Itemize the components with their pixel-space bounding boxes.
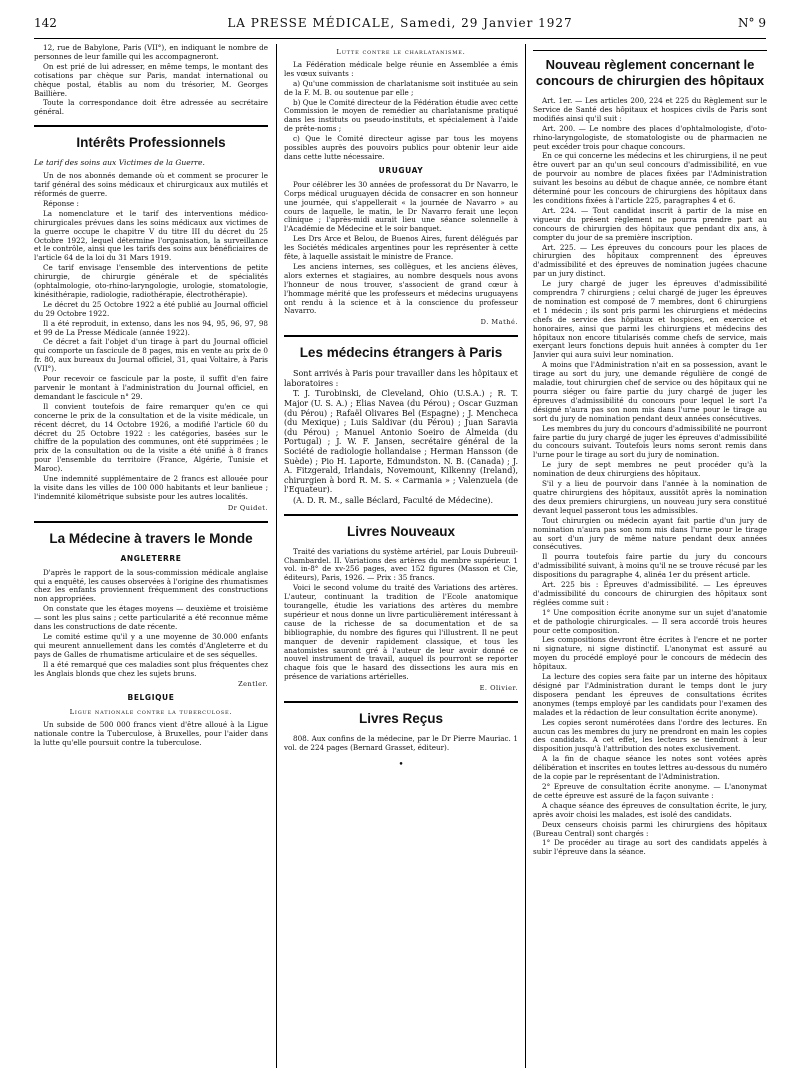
paragraph: Un de nos abonnés demande où et comment se procurer le tarif général des soins médicaux et chirurgicaux aux mutilés et réformés de guerre. [34,171,268,198]
paragraph: T. J. Turobinski, de Cleveland, Ohio (U.S.A.) ; R. T. Major (U. S. A.) ; Elias Navea (du Pérou) ; Oscar Guzman (du Pérou) ; Rafaël Olivares Bel (Espagne) ; J. Mencheca (du Mexique) ; Luis Saldivar (du Pérou) ; Juan Saravia (du Pérou) ; Manuel Antonio Soeiro de Almeida (du Portugal) ; J. W. F. Jansen, secrétaire général de la Société de radiologie hollandaise ; Herman Hansson (de Suède) ; Pio H. Laporte, Edmundston. N. B. (Canada) ; J. A. Fitzgerald, Irlandais, Novemount, Kilkenny (Ireland), chirurgien à bord R. M. S. « Carmania » ; Valenzuela (de l'Equateur). [284,389,518,495]
section-title-medecins-etrangers: Les médecins étrangers à Paris [299,345,503,361]
paragraph: Art. 225. — Les épreuves du concours pour les places de chirurgien des hôpitaux comprennent des épreuves d'admissibilité et des épreuves de nomination jugées chacune par un jury distinct. [533,242,767,279]
section-title-livres-recus: Livres Reçus [358,711,444,727]
paragraph: La Fédération médicale belge réunie en Assemblée a émis les vœux suivants : [284,59,518,78]
section-rule [284,335,518,337]
section-rule [533,50,767,51]
country-heading: ANGLETERRE [120,553,182,563]
issue-number: N° 9 [738,16,766,30]
paragraph: Le jury chargé de juger les épreuves d'admissibilité comprendra 7 chirurgiens ; celui chargé de juger les épreuves de nomination est composé de 7 membres, dont 6 chirurgiens et 1 médecin ; ils sont pris parmi les chirurgiens et médecins chefs de service des hôpitaux et hospices, en exercice et honoraires, ainsi que parmi les chirurgiens et médecins des hôpitaux non encore titularisés comme chefs de service, mais exerçant leurs fonctions depuis huit années à compter du 1er Janvier qui aura suivi leur nomination. [533,279,767,360]
paragraph: 808. Aux confins de la médecine, par le Dr Pierre Mauriac. 1 vol. de 224 pages (Bernard Grasset, éditeur). [284,734,518,752]
signature: Dr Quidet. [227,503,268,512]
section-title-livres-nouveaux: Livres Nouveaux [346,523,456,539]
paragraph: Le jury de sept membres ne peut procéder qu'à la nomination de deux chirurgiens des hôpitaux. [533,460,767,479]
paragraph: Un subside de 500 000 francs vient d'être alloué à la Ligue nationale contre la Tuberculose, à Bruxelles, pour l'aider dans la lutte qu'elle poursuit contre la tuberculose. [34,720,268,747]
paragraph: On constate que les étages moyens — deuxième et troisième — sont les plus sains ; cette particularité a été reconnue même dans les constructions de date récente. [34,604,268,632]
paragraph: c) Que le Comité directeur agisse par tous les moyens possibles auprès des pouvoirs publics pour obtenir leur aide dans cette lutte nécessaire. [284,134,518,161]
paragraph: 1° De procéder au tirage au sort des candidats appelés à subir l'épreuve dans la séance. [533,838,767,857]
country-heading: URUGUAY [378,165,424,175]
paragraph: Il a été remarqué que ces maladies sont plus fréquentes chez les Anglais blonds que chez les sujets bruns. [34,659,268,678]
paragraph: Les copies seront numérotées dans l'ordre des lectures. En aucun cas les membres du jury ne prendront en main les copies des candidats. A cet effet, les lecteurs se tiendront à leur disposition jusqu'à l'attribution des notes exclusivement. [533,717,767,754]
column-divider [276,44,277,1068]
paragraph: 1° Une composition écrite anonyme sur un sujet d'anatomie et de pathologie chirurgicales. — Il sera accordé trois heures pour cette composition. [533,607,767,635]
paragraph: Toute la correspondance doit être adressée au secrétaire général. [34,98,268,117]
journal-title: LA PRESSE MÉDICALE, Samedi, 29 Janvier 1927 [227,16,573,30]
column-right [533,44,767,1068]
paragraph: Les anciens internes, ses collègues, et les anciens élèves, alors externes et stagiaires, au nombre desquels nous avons l'honneur de nous trouver, s'associent de grand cœur à l'hommage mérité que les professeurs et médecins uruguayens ont rendu à la science et à la conscience du professeur Navarro. [284,261,518,316]
sub-heading: Lutte contre le charlatanisme. [336,48,466,56]
paragraph: A moins que l'Administration n'ait en sa possession, avant le tirage au sort du jury, une demande régulière de congé de maladie, tout chirurgien chef de service ou des hôpitaux qui ne pourra siéger ou faire partie du jury chargé de juger les épreuves d'admissibilité du concours pour lequel le sort l'a désigné n'aura pas son nom mis dans l'urne pour le tirage au sort du jury de nomination pendant deux années consécutives. [533,360,767,423]
section-rule [284,701,518,703]
signature: Zentler. [238,680,268,689]
paragraph: Il a été reproduit, in extenso, dans les nos 94, 95, 96, 97, 98 et 99 de La Presse Médicale (année 1922). [34,318,268,337]
paragraph: 2° Epreuve de consultation écrite anonyme. — L'anonymat de cette épreuve est assuré de la façon suivante : [533,781,767,800]
signature: D. Mathé. [480,318,518,327]
paragraph: La lecture des copies sera faite par un interne des hôpitaux désigné par l'Administration durant le temps dont le jury disposera pendant les épreuves de consultations écrites anonymes (temps employé par les candidats pour l'examen des malades et la rédaction de leur consultation écrite anonyme). [533,672,767,717]
paragraph: D'après le rapport de la sous-commission médicale anglaise qui a enquêté, les causes observées à l'origine des rhumatismes chez les enfants proviennent fréquemment des constructions non appropriées. [34,567,268,604]
paragraph: a) Qu'une commission de charlatanisme soit instituée au sein de la F. M. B. ou soutenue par elle ; [284,78,518,97]
paragraph: La nomenclature et le tarif des interventions médico-chirurgicales prévues dans les soins médicaux aux victimes de la guerre occupe le chapitre V du titre III du décret du 25 Octobre 1922, lequel détermine l'organisation, la surveillance et le contrôle, ainsi que les tarifs des soins aux bénéficiaires de l'article 64 de la loi du 31 Mars 1919. [34,208,268,263]
section-rule [34,125,268,127]
sub-heading: Ligue nationale contre la tuberculose. [69,708,233,717]
paragraph: Les membres du jury du concours d'admissibilité ne pourront faire partie du jury chargé de juger les épreuves d'admissibilité du concours suivant. Toutefois leurs noms seront remis dans l'urne pour le tirage au sort du jury de nomination. [533,423,767,460]
paragraph: A chaque séance des épreuves de consultation écrite, le jury, après avoir choisi les malades, est isolé des candidats. [533,800,767,819]
section-subtitle: Le tarif des soins aux Victimes de la Guerre. [34,158,205,168]
paragraph: 12, rue de Babylone, Paris (VII°), en indiquant le nombre de personnes de leur famille qui les accompagneront. [34,44,268,61]
section-rule [284,514,518,516]
paragraph: Art. 1er. — Les articles 200, 224 et 225 du Règlement sur le Service de Santé des hôpitaux et hospices civils de Paris sont modifiés ainsi qu'il suit : [533,96,767,123]
paragraph: Voici le second volume du traité des Variations des artères. L'auteur, continuant la tradition de l'Ecole anatomique tourangelle, étudie les variations des artères du membre supérieur et nous donne un livre particulièrement intéressant à cause de la richesse de sa documentation et de sa bibliographie, du nombre des figures qui l'illustrent. Il ne peut manquer de devenir rapidement classique, et tous les anatomistes sauront gré à l'auteur de leur avoir donné ce nouvel instrument de travail, auquel ils pourront se reporter chaque fois que le hasard des dissections les aura mis en présence de variations artérielles. [284,583,518,682]
paragraph: Art. 225 bis : Épreuves d'admissibilité. — Les épreuves d'admissibilité du concours de chirurgien des hôpitaux sont réglées comme suit : [533,580,767,607]
paragraph: Les compositions devront être écrites à l'encre et ne porter ni signature, ni signe distinctif. L'anonymat est assuré au moyen du procédé employé pour le concours de médecin des hôpitaux. [533,635,767,672]
paragraph: Traité des variations du système artériel, par Louis Dubreuil-Chambardel. II. Variations des artères du membre supérieur. 1 vol. in-8° de xv-256 pages, avec 152 figures (Masson et Cie, éditeurs), Paris, 1926. — Prix : 35 francs. [284,546,518,583]
paragraph: Une indemnité supplémentaire de 2 francs est allouée pour la visite dans les villes de 100 000 habitants et leur banlieue ; l'indemnité kilométrique subsiste pour les autres localités. [34,474,268,501]
paragraph: (A. D. R. M., salle Béclard, Faculté de Médecine). [293,496,494,505]
paragraph: b) Que le Comité directeur de la Fédération étudie avec cette Commission le moyen de remédier au charlatanisme pratiqué dans les instituts ou pseudo-instituts, et spécialement à l'aide de prête-noms ; [284,97,518,134]
paragraph: Tout chirurgien ou médecin ayant fait partie d'un jury de nomination n'aura pas son nom mis dans l'urne pour le tirage au sort d'un jury de même nature pendant deux années consécutives. [533,515,767,552]
bullet-mark: • [398,759,404,770]
paragraph: Le décret du 25 Octobre 1922 a été publié au Journal officiel du 29 Octobre 1922. [34,299,268,318]
paragraph: Ce décret a fait l'objet d'un tirage à part du Journal officiel qui comporte un fascicule de 8 pages, mis en vente au prix de 0 fr. 80, aux bureaux du Journal officiel, 31, quai Voltaire, à Paris (VII°). [34,337,268,374]
paragraph: A la fin de chaque séance les notes sont votées après délibération et inscrites en toutes lettres au-dessous du numéro de la copie par le représentant de l'Administration. [533,754,767,782]
paragraph: Pour célébrer les 30 années de professorat du Dr Navarro, le Corps médical uruguayen décida de consacrer en son honneur une journée, qui s'appellerait « la journée de Navarro » au cours de laquelle, le matin, le Dr Navarro ferait une leçon clinique ; l'après-midi aurait lieu une séance solennelle à l'Académie de Médecine et le soir banquet. [284,179,518,234]
section-rule [34,521,268,523]
section-title-interets: Intérêts Professionnels [76,135,226,151]
paragraph: En ce qui concerne les médecins et les chirurgiens, il ne peut être ouvert par an qu'un seul concours d'admissibilité, en vue de pourvoir au nombre de places fixées par l'Administration suivant les besoins au début de chaque année, ce nombre étant déterminé pour les concours de chirurgiens des hôpitaux dans les conditions fixées à l'article 225, paragraphes 4 et 6. [533,151,767,205]
column-left [34,44,268,1068]
signature: E. Olivier. [479,684,518,693]
country-heading: BELGIQUE [127,693,175,703]
paragraph: Ce tarif envisage l'ensemble des interventions de petite chirurgie, de chirurgie générale et de spécialités (ophtalmologie, oto-rhino-laryngologie, urologie, stomatologie, kinésithérapie, radiologie, radiothérapie, électrothérapie). [34,263,268,299]
column-middle [284,44,518,1068]
paragraph: Pour recevoir ce fascicule par la poste, il suffit d'en faire parvenir le montant à l'administration du Journal officiel, en demandant le fascicule n° 29. [34,374,268,401]
page-number: 142 [34,16,57,30]
paragraph: Art. 200. — Le nombre des places d'ophtalmologiste, d'oto-rhino-laryngologiste, de stomatologiste ou de pharmacien ne peut excéder trois pour chaque concours. [533,123,767,151]
section-title-medecine-monde: La Médecine à travers le Monde [49,530,253,546]
paragraph: Sont arrivés à Paris pour travailler dans les hôpitaux et laboratoires : [284,369,518,388]
paragraph: Le comité estime qu'il y a une moyenne de 30.000 enfants qui meurent annuellement dans les comtés d'Angleterre et du pays de Galles de rhumatisme articulaire et de ses séquelles. [34,631,268,659]
paragraph: Les Drs Arce et Belou, de Buenos Aires, furent délégués par les Sociétés médicales argentines pour les représenter à cette fête, à laquelle assistait le ministre de France. [284,234,518,262]
paragraph: Il pourra toutefois faire partie du jury du concours d'admissibilité suivant, à moins qu'il ne se trouve récusé par les dispositions du paragraphe 4, alinéa 1er du présent article. [533,552,767,580]
column-divider [525,44,526,1068]
paragraph: Réponse : [43,198,79,208]
paragraph: Deux censeurs choisis parmi les chirurgiens des hôpitaux (Bureau Central) sont chargés : [533,819,767,838]
paragraph: On est prié de lui adresser, en même temps, le montant des cotisations par chèque sur Paris, mandat international ou chèque postal, établis au nom du trésorier, M. Georges Baillière. [34,61,268,98]
paragraph: Il convient toutefois de faire remarquer qu'en ce qui concerne le prix de la consultation et de la visite médicale, un récent décret, du 14 Octobre 1926, a modifié l'article 60 du décret du 25 Octobre 1922 : les catégories, basées sur le chiffre de la population des communes, ont été supprimées ; le prix de la consultation ou de la visite a été unifié à 8 francs pour l'ensemble du territoire (France, Algérie, Tunisie et Maroc). [34,401,268,474]
paragraph: Art. 224. — Tout candidat inscrit à partir de la mise en vigueur du présent règlement ne pourra prendre part au concours de chirurgien des hôpitaux que pendant dix ans, à compter du jour de sa première inscription. [533,205,767,242]
paragraph: S'il y a lieu de pourvoir dans l'année à la nomination de quatre chirurgiens des hôpitaux, aussitôt après la nomination des deux premiers chirurgiens, un nouveau jury sera constitué devant lequel passeront tous les admissibles. [533,479,767,515]
page-header [34,12,766,39]
section-title-reglement: Nouveau règlement concernant le concours de chirurgien des hôpitaux [535,57,765,88]
